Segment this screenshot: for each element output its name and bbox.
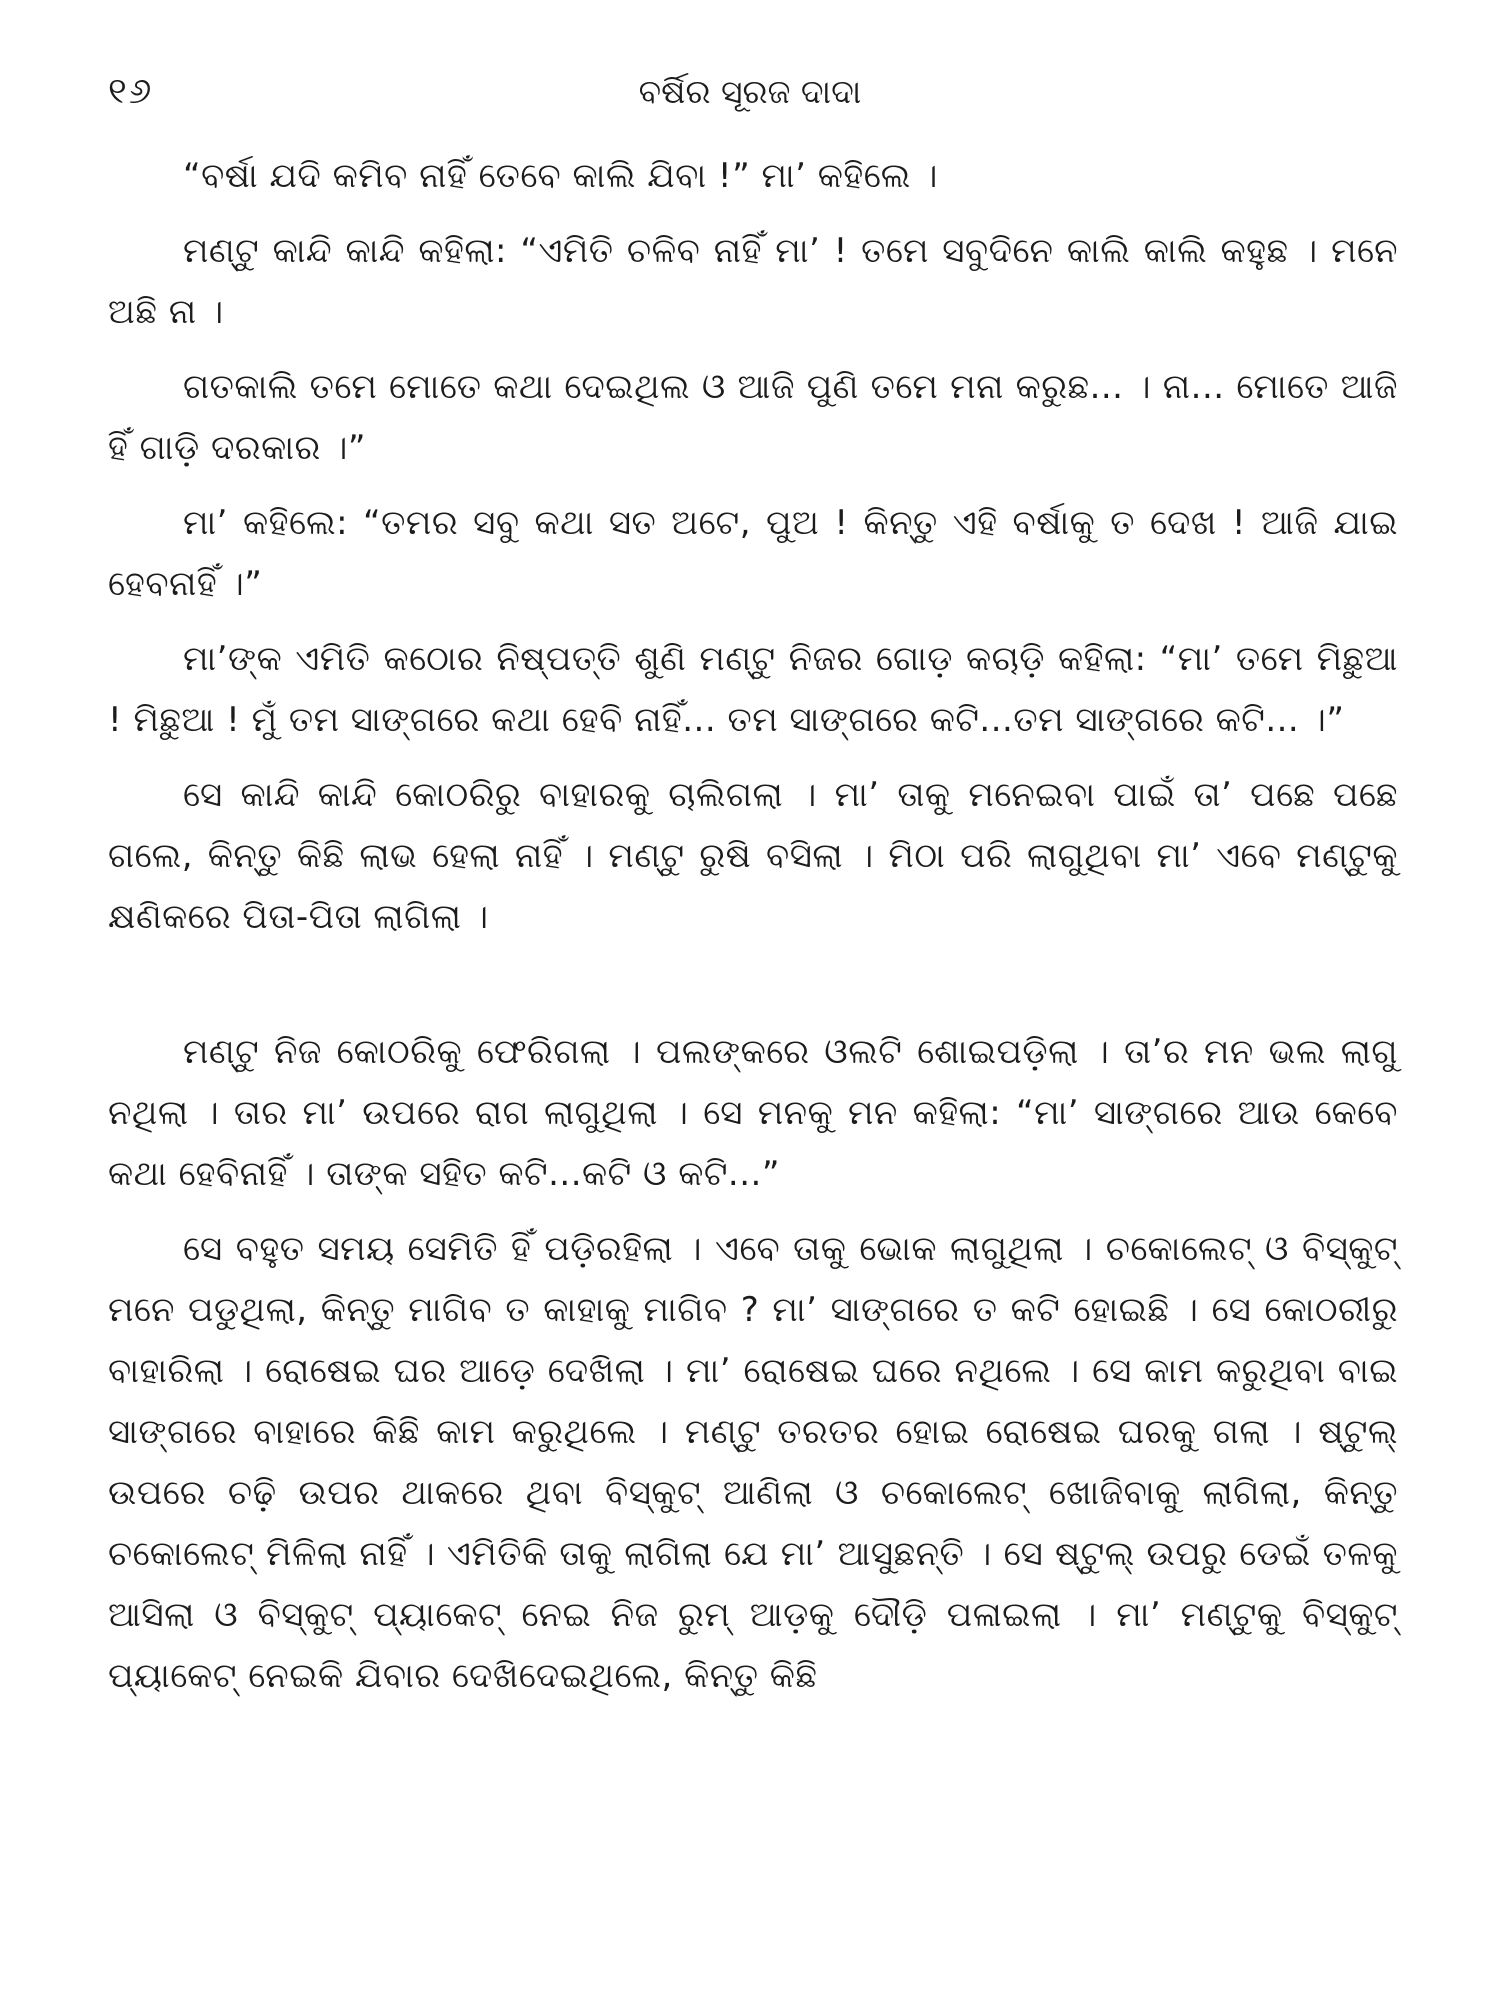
paragraph: ମଣ୍ଟୁ କାନ୍ଦି କାନ୍ଦି କହିଲା: “ଏମିତି ଚଳିବ ନାହିଁ ମା’ ! ତମେ ସବୁଦିନେ କାଲି କାଲି କହୁଛ । ମନେ ଅଛି ନା ।	[108, 231, 1398, 332]
paragraph: ଗତକାଲି ତମେ ମୋତେ କଥା ଦେଇଥିଲ ଓ ଆଜି ପୁଣି ତମେ ମନା କରୁଛ... । ନା... ମୋତେ ଆଜି ହିଁ ଗାଡ଼ି ଦରକାର ।”	[108, 367, 1398, 468]
paragraph: “ବର୍ଷା ଯଦି କମିବ ନାହିଁ ତେବେ କାଲି ଯିବା !” ମା’ କହିଲେ ।	[183, 156, 938, 196]
page-header	[0, 62, 1500, 122]
paragraph: ମା’ଙ୍କ ଏମିତି କଠୋର ନିଷ୍ପତ୍ତି ଶୁଣି ମଣ୍ଟୁ ନିଜର ଗୋଡ଼ କଚାଡ଼ି କହିଲା: “ମା’ ତମେ ମିଛୁଆ ! ମିଛୁଆ ! ମୁଁ ତମ ସାଙ୍ଗରେ କଥା ହେବି ନାହିଁ... ତମ ସାଙ୍ଗରେ କଟି...ତମ ସାଙ୍ଗରେ କଟି... ।”	[108, 639, 1398, 740]
paragraph: ମା’ କହିଲେ: “ତମର ସବୁ କଥା ସତ ଅଟେ, ପୁଅ ! କିନ୍ତୁ ଏହି ବର୍ଷାକୁ ତ ଦେଖ ! ଆଜି ଯାଇ ହେବନାହିଁ ।”	[108, 503, 1398, 604]
running-title: ବର୍ଷିର ସୂରଜ ଦାଦା	[638, 72, 862, 111]
body-text	[108, 146, 1398, 1721]
paragraph: ସେ ବହୁତ ସମୟ ସେମିତି ହିଁ ପଡ଼ିରହିଲା । ଏବେ ତାକୁ ଭୋକ ଲାଗୁଥିଲା । ଚକୋଲେଟ୍ ଓ ବିସ୍କୁଟ୍ ମନେ ପଡୁଥିଲା, କିନ୍ତୁ ମାଗିବ ତ କାହାକୁ ମାଗିବ ? ମା’ ସାଙ୍ଗରେ ତ କଟି ହୋଇଛି । ସେ କୋଠରୀରୁ ବାହାରିଲା । ରୋଷେଇ ଘର ଆଡ଼େ ଦେଖିଲା । ମା’ ରୋଷେଇ ଘରେ ନଥିଲେ । ସେ କାମ କରୁଥିବା ବାଇ ସାଙ୍ଗରେ ବାହାରେ କିଛି କାମ କରୁଥିଲେ । ମଣ୍ଟୁ ତରତର ହୋଇ ରୋଷେଇ ଘରକୁ ଗଲା । ଷ୍ଟୁଲ୍ ଉପରେ ଚଢ଼ି ଉପର ଥାକରେ ଥିବା ବିସ୍କୁଟ୍ ଆଣିଲା ଓ ଚକୋଲେଟ୍ ଖୋଜିବାକୁ ଲାଗିଲା, କିନ୍ତୁ ଚକୋଲେଟ୍ ମିଳିଲା ନାହିଁ । ଏମିତିକି ତାକୁ ଲାଗିଲା ଯେ ମା’ ଆସୁଛନ୍ତି । ସେ ଷ୍ଟୁଲ୍ ଉପରୁ ଡେଇଁ ତଳକୁ ଆସିଲା ଓ ବିସ୍କୁଟ୍ ପ୍ୟାକେଟ୍ ନେଇ ନିଜ ରୁମ୍ ଆଡ଼କୁ ଦୌଡ଼ି ପଳାଇଲା । ମା’ ମଣ୍ଟୁକୁ ବିସ୍କୁଟ୍ ପ୍ୟାକେଟ୍ ନେଇକି ଯିବାର ଦେଖିଦେଇଥିଲେ, କିନ୍ତୁ କିଛି	[108, 1229, 1398, 1696]
paragraph: ସେ କାନ୍ଦି କାନ୍ଦି କୋଠରିରୁ ବାହାରକୁ ଚାଲିଗଲା । ମା’ ତାକୁ ମନେଇବା ପାଇଁ ତା’ ପଛେ ପଛେ ଗଲେ, କିନ୍ତୁ କିଛି ଲାଭ ହେଲା ନାହିଁ । ମଣ୍ଟୁ ରୁଷି ବସିଲା । ମିଠା ପରି ଲାଗୁଥିବା ମା’ ଏବେ ମଣ୍ଟୁକୁ କ୍ଷଣିକରେ ପିତା-ପିତା ଲାଗିଲା ।	[108, 775, 1398, 937]
section-break	[108, 962, 1398, 1022]
page-number: ୧୬	[108, 71, 154, 112]
paragraph: ମଣ୍ଟୁ ନିଜ କୋଠରିକୁ ଫେରିଗଲା । ପଲଙ୍କରେ ଓଲଟି ଶୋଇପଡ଼ିଲା । ତା’ର ମନ ଭଲ ଲାଗୁ ନଥିଲା । ତାର ମା’ ଉପରେ ରାଗ ଲାଗୁଥିଲା । ସେ ମନକୁ ମନ କହିଲା: “ମା’ ସାଙ୍ଗରେ ଆଉ କେବେ କଥା ହେବିନାହିଁ । ତାଙ୍କ ସହିତ କଟି...କଟି ଓ କଟି...”	[108, 1032, 1398, 1194]
